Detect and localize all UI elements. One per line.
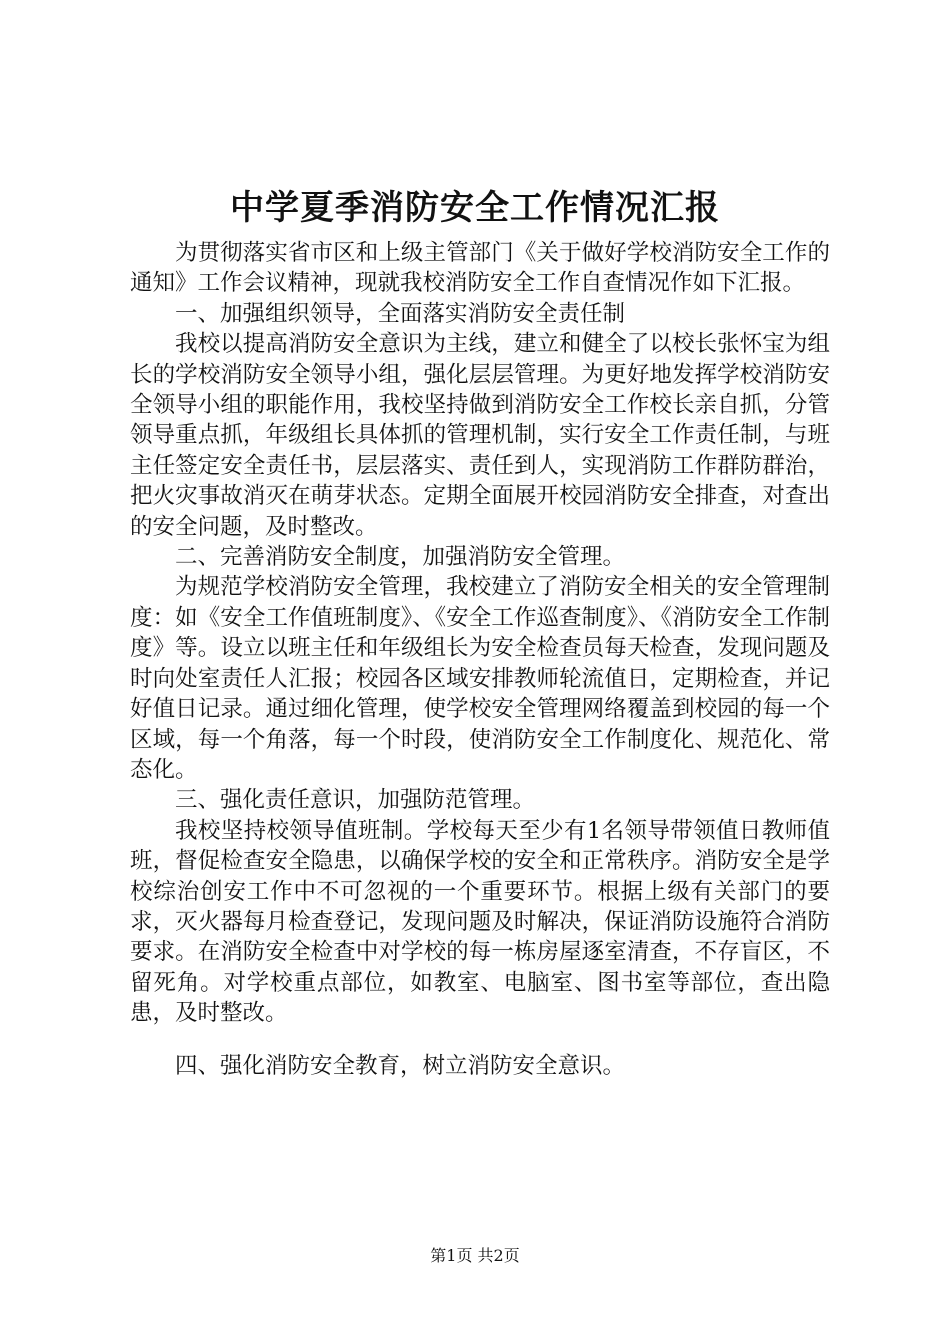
- section-heading-3: 三、强化责任意识，加强防范管理。: [175, 787, 536, 814]
- paragraph-section-2: 为规范学校消防安全管理，我校建立了消防安全相关的安全管理制度：如《安全工作值班制度》、《安全工作巡查制度》、《消防安全工作制度》等。设立以班主任和年级组长为安全检查员每天检查，发现问题及时向处室责任人汇报；校园各区域安排教师轮流值日，定期检查，并记好值日记录。通过细化管理，使学校安全管理网络覆盖到校园的每一个区域，每一个角落，每一个时段，使消防安全工作制度化、规范化、常态化。: [130, 574, 830, 783]
- section-heading-2: 二、完善消防安全制度，加强消防安全管理。: [175, 544, 626, 571]
- page-footer: 第1页 共2页: [430, 1246, 520, 1265]
- section-heading-4: 四、强化消防安全教育，树立消防安全意识。: [175, 1052, 626, 1079]
- paragraph-gap: [130, 1029, 830, 1051]
- paragraph-section-3: 我校坚持校领导值班制。学校每天至少有1名领导带领值日教师值班，督促检查安全隐患，以确保学校的安全和正常秩序。消防安全是学校综治创安工作中不可忽视的一个重要环节。根据上级有关部门的要求，灭火器每月检查登记，发现问题及时解决，保证消防设施符合消防要求。在消防安全检查中对学校的每一栋房屋逐室清查，不存盲区，不留死角。对学校重点部位，如教室、电脑室、图书室等部位，查出隐患，及时整改。: [130, 817, 830, 1027]
- document-title: 中学夏季消防安全工作情况汇报: [230, 188, 720, 228]
- document-body: [130, 238, 830, 1081]
- paragraph-section-1: 我校以提高消防安全意识为主线，建立和健全了以校长张怀宝为组长的学校消防安全领导小组，强化层层管理。为更好地发挥学校消防安全领导小组的职能作用，我校坚持做到消防安全工作校长亲自抓，分管领导重点抓，年级组长具体抓的管理机制，实行安全工作责任制，与班主任签定安全责任书，层层落实、责任到人，实现消防工作群防群治，把火灾事故消灭在萌芽状态。定期全面展开校园消防安全排查，对查出的安全问题，及时整改。: [130, 331, 830, 540]
- section-heading-1: 一、加强组织领导，全面落实消防安全责任制: [175, 300, 626, 327]
- paragraph-intro: 为贯彻落实省市区和上级主管部门《关于做好学校消防安全工作的通知》工作会议精神，现就我校消防安全工作自查情况作如下汇报。: [130, 240, 830, 297]
